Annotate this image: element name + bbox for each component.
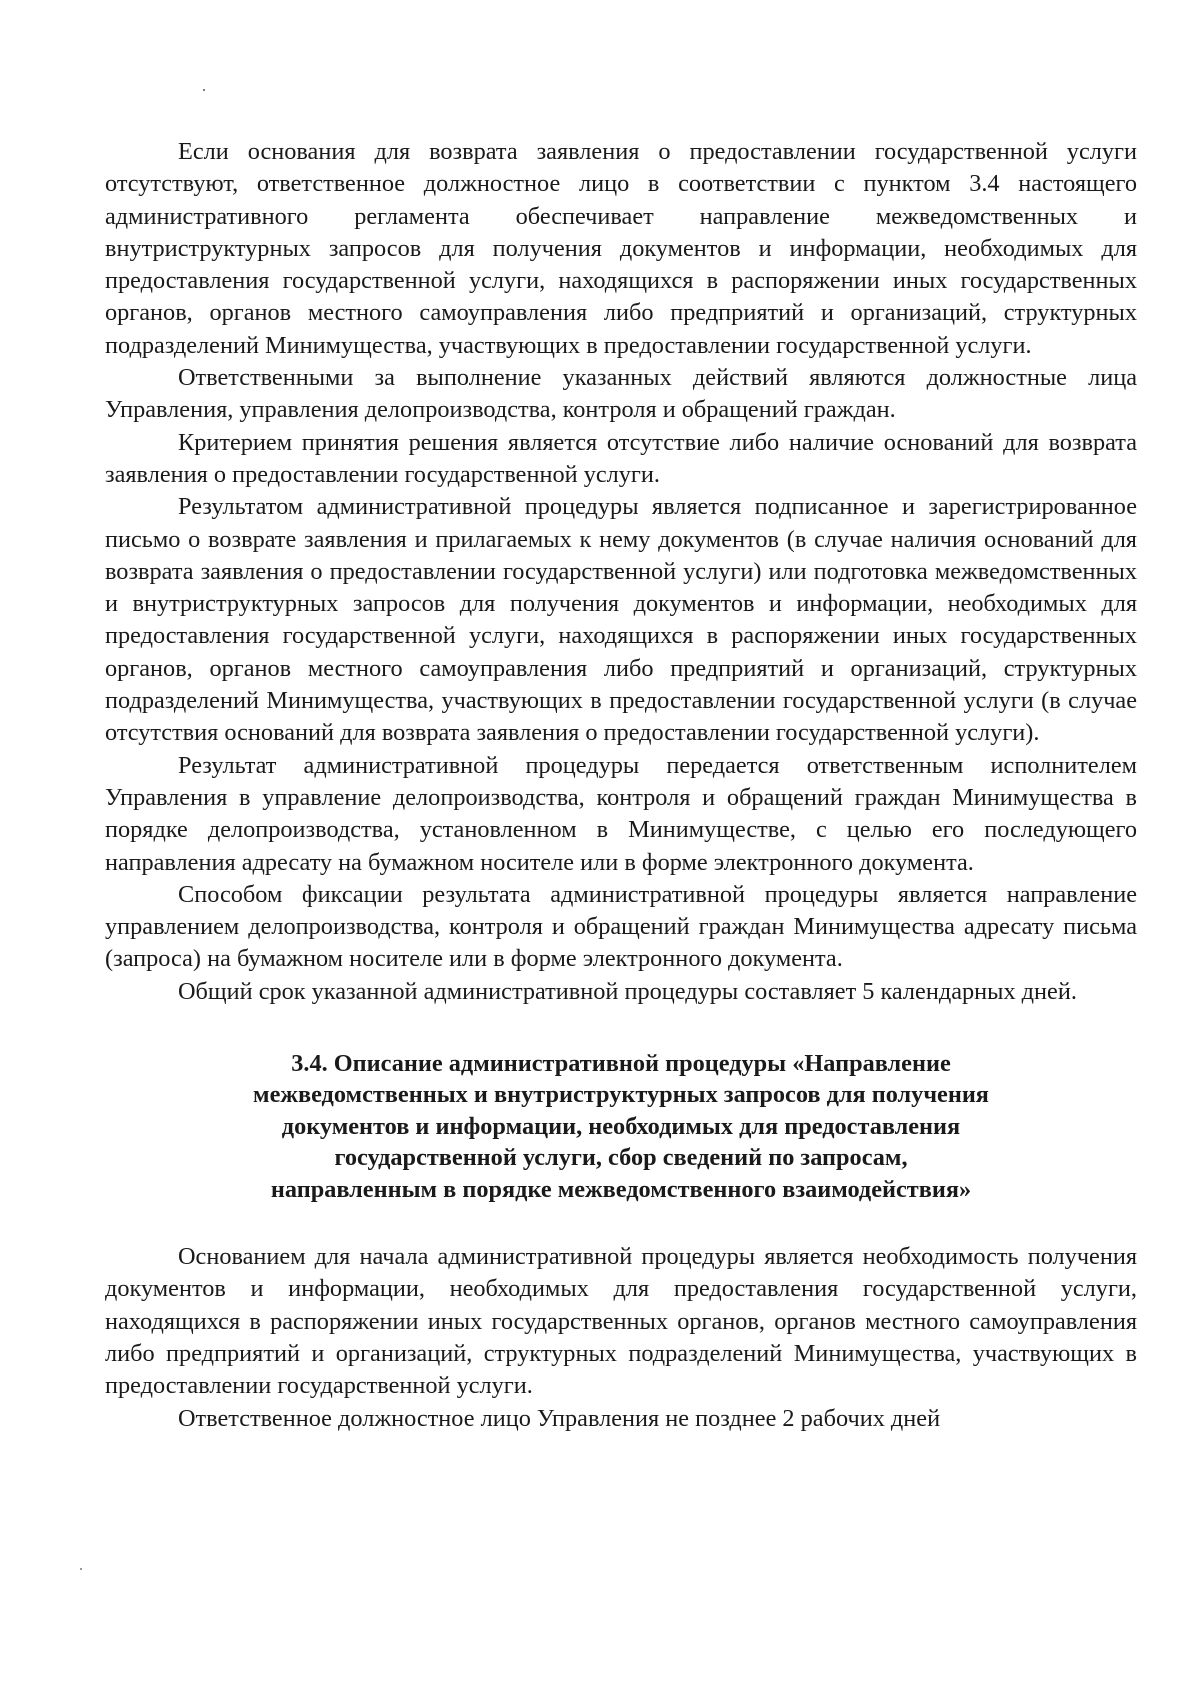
paragraph: Основанием для начала административной процедуры является необходимость получения документов и информации, необходимых для предоставления государственной услуги, находящихся в распоряжении иных государственных органов, органов местного самоуправления либо предприятий и организаций, структурных подразделений Минимущества, участвующих в предоставлении государственной услуги. <box>105 1243 1137 1400</box>
paragraph: Общий срок указанной административной процедуры составляет 5 календарных дней. <box>178 977 1077 1005</box>
heading-line: государственной услуги, сбор сведений по запросам, <box>334 1144 908 1172</box>
heading-line: 3.4. Описание административной процедуры «Направление <box>291 1050 951 1078</box>
section-heading <box>105 1048 1137 1205</box>
scan-artifact-dot <box>203 89 205 91</box>
heading-line: направленным в порядке межведомственного взаимодействия» <box>270 1175 972 1203</box>
paragraph: Результатом административной процедуры является подписанное и зарегистрированное письмо о возврате заявления и прилагаемых к нему документов (в случае наличия оснований для возврата заявления о предоставлении государственной услуги) или подготовка межведомственных и внутриструктурных запросов для получения документов и информации, необходимых для предоставления государственной услуги, находящихся в распоряжении иных государственных органов, органов местного самоуправления либо предприятий и организаций, структурных подразделений Минимущества, участвующих в предоставлении государственной услуги (в случае отсутствия оснований для возврата заявления о предоставлении государственной услуги). <box>105 493 1137 747</box>
heading-line: межведомственных и внутриструктурных запросов для получения <box>253 1081 989 1109</box>
paragraph: Способом фиксации результата административной процедуры является направление управлением делопроизводства, контроля и обращений граждан Минимущества адресату письма (запроса) на бумажном носителе или в форме электронного документа. <box>105 880 1137 973</box>
paragraph: Ответственными за выполнение указанных действий являются должностные лица Управления, управления делопроизводства, контроля и обращений граждан. <box>105 364 1137 424</box>
paragraph: Ответственное должностное лицо Управления не позднее 2 рабочих дней <box>178 1404 941 1432</box>
paragraph: Критерием принятия решения является отсутствие либо наличие оснований для возврата заявления о предоставлении государственной услуги. <box>105 428 1137 488</box>
paragraph: Результат административной процедуры передается ответственным исполнителем Управления в управление делопроизводства, контроля и обращений граждан Минимущества в порядке делопроизводства, установленном в Минимуществе, с целью его последующего направления адресату на бумажном носителе или в форме электронного документа. <box>105 751 1137 876</box>
document-body <box>105 136 1137 1435</box>
paragraph: Если основания для возврата заявления о предоставлении государственной услуги отсутствуют, ответственное должностное лицо в соответствии с пунктом 3.4 настоящего административного регламента обеспечивает направление межведомственных и внутриструктурных запросов для получения документов и информации, необходимых для предоставления государственной услуги, находящихся в распоряжении иных государственных органов, органов местного самоуправления либо предприятий и организаций, структурных подразделений Минимущества, участвующих в предоставлении государственной услуги. <box>105 138 1137 359</box>
scan-artifact-dot <box>80 1568 82 1570</box>
heading-line: документов и информации, необходимых для предоставления <box>281 1112 961 1140</box>
